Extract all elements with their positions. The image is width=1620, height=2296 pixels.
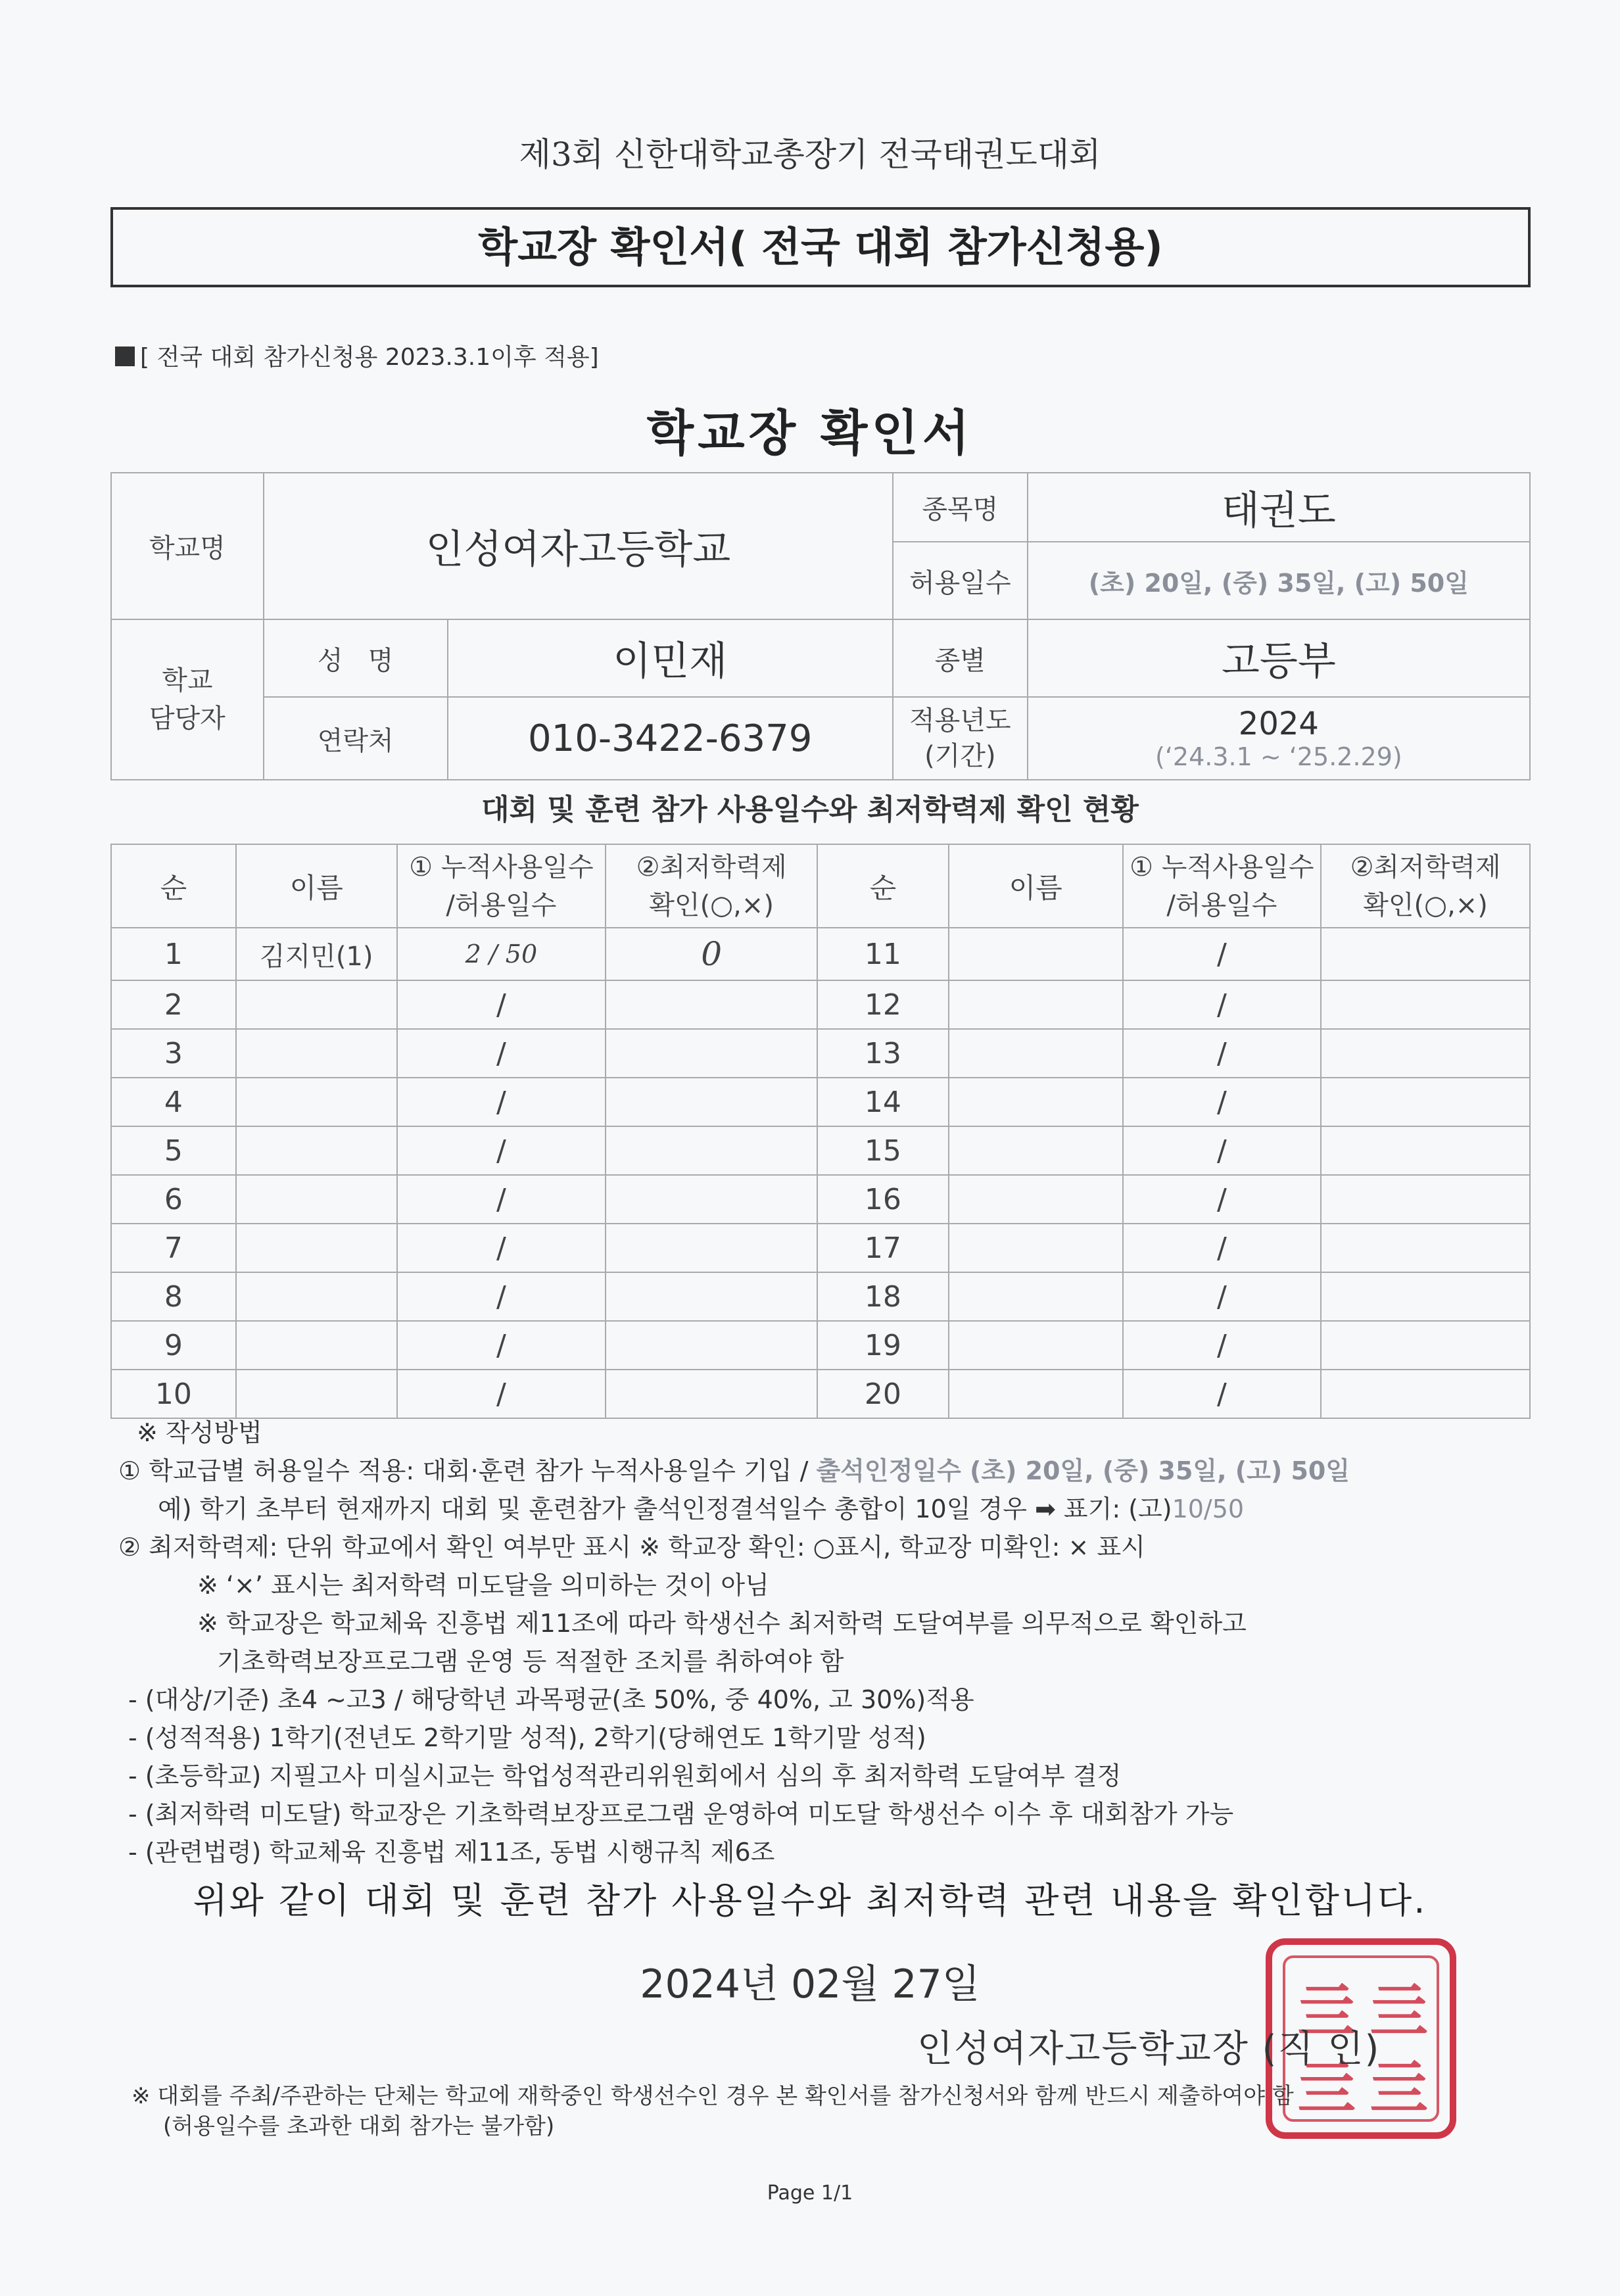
sport-label: 종목명 [893,473,1028,542]
square-bullet-icon [115,347,135,366]
seal-stroke-mark: 亖 [1297,2053,1356,2123]
table-row [111,1321,1530,1370]
cell-no-right: 13 [817,1029,949,1078]
cell-name-right [949,1370,1123,1418]
applicability-note-text: [ 전국 대회 참가신청용 2023.3.1이후 적용] [140,344,599,371]
participation-table [110,844,1531,1419]
cell-check-right [1321,1029,1530,1078]
cell-days-right: / [1123,1321,1322,1370]
issue-date: 2024년 02월 27일 [640,1961,980,2007]
cell-name-right [949,1321,1123,1370]
header-name-left: 이름 [236,844,397,928]
cell-check-left [606,1224,817,1272]
cell-days-left: / [397,1370,606,1418]
cell-no-left: 2 [111,980,236,1029]
cell-name-right [949,928,1123,980]
header-days-left: ① 누적사용일수 /허용일수 [397,844,606,928]
cell-check-right [1321,1126,1530,1175]
allowed-days-label: 허용일수 [893,542,1028,619]
cell-name-right [949,1224,1123,1272]
applicability-note [115,339,599,372]
cell-no-right: 16 [817,1175,949,1224]
cell-check-left: 0 [606,928,817,980]
method-line-2 [118,1490,1350,1528]
cell-days-right: / [1123,928,1322,980]
writing-method [118,1414,1350,1871]
cell-days-right: / [1123,1272,1322,1321]
cell-name-left [236,1029,397,1078]
cell-days-left: / [397,1126,606,1175]
cell-check-left [606,1370,817,1418]
cell-days-right: / [1123,1224,1322,1272]
cell-check-left [606,1272,817,1321]
cell-no-left: 10 [111,1370,236,1418]
table-row [111,1272,1530,1321]
table-row [111,928,1530,980]
cell-check-right [1321,1321,1530,1370]
cell-check-right [1321,1175,1530,1224]
event-title: 제3회 신한대학교총장기 전국태권도대회 [519,135,1101,174]
school-info-table [110,472,1531,780]
table-row [111,1126,1530,1175]
cell-days-right: / [1123,1370,1322,1418]
cell-days-left: / [397,1321,606,1370]
page-number: Page 1/1 [767,2182,853,2205]
section-title: 대회 및 훈련 참가 사용일수와 최저학력제 확인 현황 [481,793,1139,826]
cell-days-left: / [397,1224,606,1272]
cell-days-left: / [397,1175,606,1224]
name-value: 이민재 [448,619,893,697]
method-line-2-example: 10/50 [1172,1495,1245,1523]
cell-days-left: / [397,1029,606,1078]
cell-no-right: 19 [817,1321,949,1370]
cell-no-right: 18 [817,1272,949,1321]
division-value: 고등부 [1028,619,1530,697]
cell-check-left [606,1126,817,1175]
cell-days-right: / [1123,980,1322,1029]
footnote-line-1: ※ 대회를 주최/주관하는 단체는 학교에 재학중인 학생선수인 경우 본 확인서를 참가신청서와 함께 반드시 제출하여야 함 [131,2083,1294,2109]
cell-no-left: 1 [111,928,236,980]
year-value: 2024 [1238,706,1319,742]
sport-value: 태권도 [1028,473,1530,542]
cell-days-left: / [397,980,606,1029]
method-line-5: ※ 학교장은 학교체육 진흥법 제11조에 따라 학생선수 최저학력 도달여부를 의무적으로 확인하고 [197,1609,1247,1638]
cell-no-left: 5 [111,1126,236,1175]
cell-days-left: / [397,1078,606,1126]
cell-name-left [236,1370,397,1418]
confirmation-statement: 위와 같이 대회 및 훈련 참가 사용일수와 최저학력 관련 내용을 확인합니다. [193,1880,1427,1921]
cell-name-left [236,1321,397,1370]
header-check-left: ②최저학력제 확인(○,×) [606,844,817,928]
cell-days-right: / [1123,1175,1322,1224]
cell-name-left [236,1175,397,1224]
seal-stroke-mark: 亖 [1370,2053,1429,2123]
cell-check-right [1321,1078,1530,1126]
cell-check-left [606,1029,817,1078]
cell-name-right [949,1029,1123,1078]
cell-check-right [1321,1272,1530,1321]
cell-days-left: / [397,1272,606,1321]
cell-name-left [236,980,397,1029]
cell-no-right: 11 [817,928,949,980]
year-period: (‘24.3.1 ~ ‘25.2.29) [1155,742,1402,771]
footnote-line-2: (허용일수를 초과한 대회 참가는 불가함) [163,2113,555,2140]
contact-label: 연락처 [264,697,448,780]
cell-check-left [606,980,817,1029]
method-line-3: ② 최저학력제: 단위 학교에서 확인 여부만 표시 ※ 학교장 확인: ○표시, 학교장 미확인: × 표시 [118,1533,1145,1562]
cell-no-left: 9 [111,1321,236,1370]
cell-check-right [1321,980,1530,1029]
cell-no-left: 6 [111,1175,236,1224]
seal-stroke-mark: 亖 [1297,1976,1356,2046]
cell-name-left [236,1126,397,1175]
cell-check-left [606,1078,817,1126]
footnote [131,2081,1294,2141]
cell-name-right [949,1078,1123,1126]
method-line-6: 기초학력보장프로그램 운영 등 적절한 조치를 취하여야 함 [217,1647,844,1676]
school-name-value: 인성여자고등학교 [264,473,893,619]
allowed-days-value: (초) 20일, (중) 35일, (고) 50일 [1028,542,1530,619]
cell-no-left: 3 [111,1029,236,1078]
method-line-2-text: 예) 학기 초부터 현재까지 대회 및 훈련참가 출석인정결석일수 총합이 10일 경우 ➡ 표기: (고) [158,1495,1172,1523]
header-no-right: 순 [817,844,949,928]
cell-name-left [236,1078,397,1126]
principal-signature-line: 인성여자고등학교장 (직 인) [917,2028,1381,2070]
cell-no-left: 4 [111,1078,236,1126]
cell-no-right: 20 [817,1370,949,1418]
table-row [111,1029,1530,1078]
cell-no-left: 7 [111,1224,236,1272]
method-line-1-highlight: 출석인정일수 (초) 20일, (중) 35일, (고) 50일 [816,1456,1350,1485]
method-line-4: ※ ‘×’ 표시는 최저학력 미도달을 의미하는 것이 아님 [197,1571,769,1600]
header-days-right: ① 누적사용일수 /허용일수 [1123,844,1322,928]
table-row [111,1224,1530,1272]
cell-name-right [949,1175,1123,1224]
cell-name-left [236,1272,397,1321]
method-line-11: - (관련법령) 학교체육 진흥법 제11조, 동법 시행규칙 제6조 [128,1838,775,1867]
header-no-left: 순 [111,844,236,928]
cell-no-right: 15 [817,1126,949,1175]
cell-days-left: 2 / 50 [397,928,606,980]
method-line-9: - (초등학교) 지필고사 미실시교는 학업성적관리위원회에서 심의 후 최저학력 도달여부 결정 [128,1761,1122,1790]
form-box-title: 학교장 확인서( 전국 대회 참가신청용) [110,207,1531,287]
method-line-1 [118,1452,1350,1490]
division-label: 종별 [893,619,1028,697]
cell-no-right: 12 [817,980,949,1029]
year-label: 적용년도 (기간) [893,697,1028,780]
header-name-right: 이름 [949,844,1123,928]
document-title: 학교장 확인서 [646,405,974,462]
table-row [111,980,1530,1029]
header-check-right: ②최저학력제 확인(○,×) [1321,844,1530,928]
cell-check-right [1321,1224,1530,1272]
cell-name-left [236,1224,397,1272]
table-row [111,1370,1530,1418]
cell-name-left: 김지민(1) [236,928,397,980]
cell-name-right [949,1272,1123,1321]
cell-check-left [606,1321,817,1370]
cell-no-right: 17 [817,1224,949,1272]
cell-name-right [949,980,1123,1029]
method-line-8: - (성적적용) 1학기(전년도 2학기말 성적), 2학기(당해연도 1학기말 성적) [128,1723,926,1752]
cell-name-right [949,1126,1123,1175]
cell-check-right [1321,1370,1530,1418]
method-title: ※ 작성방법 [137,1418,262,1447]
cell-check-right [1321,928,1530,980]
cell-days-right: / [1123,1029,1322,1078]
cell-days-right: / [1123,1126,1322,1175]
contact-value: 010-3422-6379 [448,697,893,780]
school-name-label: 학교명 [111,473,264,619]
table-row [111,1078,1530,1126]
cell-check-left [606,1175,817,1224]
seal-stroke-mark: 亖 [1370,1976,1429,2046]
table-row [111,1175,1530,1224]
name-label: 성 명 [264,619,448,697]
cell-days-right: / [1123,1078,1322,1126]
method-line-10: - (최저학력 미도달) 학교장은 기초학력보장프로그램 운영하여 미도달 학생선수 이수 후 대회참가 가능 [128,1800,1234,1829]
cell-no-right: 14 [817,1078,949,1126]
manager-label: 학교 담당자 [111,619,264,780]
cell-no-left: 8 [111,1272,236,1321]
method-line-1-text: ① 학교급별 허용일수 적용: 대회·훈련 참가 누적사용일수 기입 / [118,1456,817,1485]
method-line-7: - (대상/기준) 초4 ~고3 / 해당학년 과목평균(초 50%, 중 40%, 고 30%)적용 [128,1685,974,1714]
year-cell [1028,697,1530,780]
